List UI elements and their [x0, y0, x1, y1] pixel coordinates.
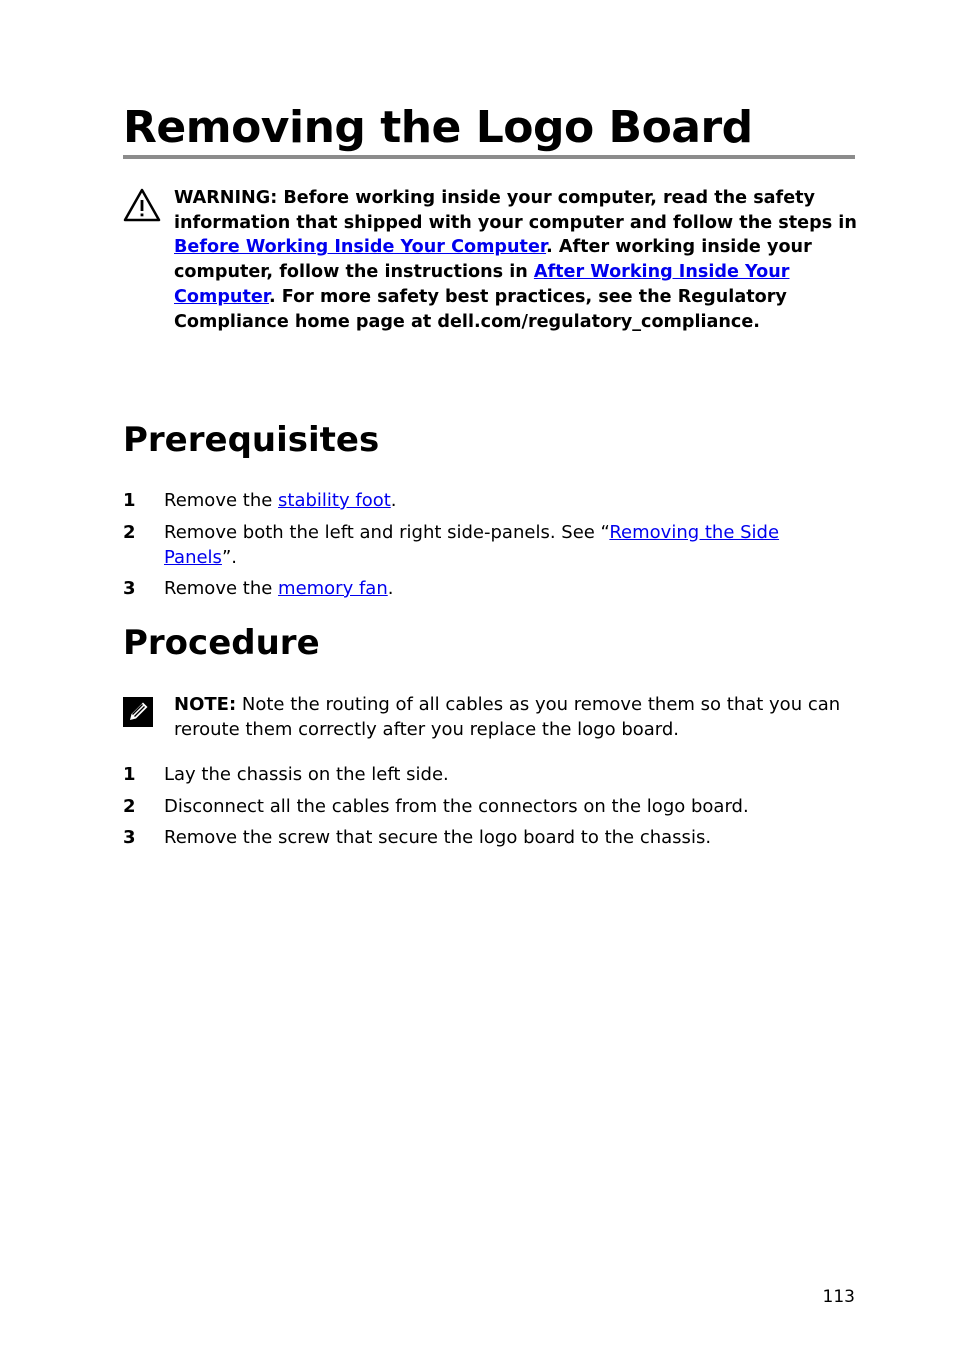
step-text: ”.: [221, 546, 237, 568]
list-item: [123, 762, 823, 787]
step-number: 2: [123, 795, 136, 817]
link-memory-fan[interactable]: memory fan: [278, 578, 388, 599]
warning-text-part: . After working inside your computer, follow the instructions in: [174, 237, 812, 283]
step-text: .: [390, 490, 397, 511]
warning-label: WARNING:: [174, 188, 278, 208]
step-text: Disconnect all the cables from the connectors on the logo board.: [164, 795, 749, 817]
list-item: [123, 794, 823, 819]
step-text: Lay the chassis on the left side.: [164, 764, 449, 785]
link-removing-side-panels[interactable]: Removing the Side Panels: [164, 521, 780, 568]
title-underline: [123, 155, 855, 159]
list-item: [123, 520, 823, 570]
page-number: 113: [822, 1287, 855, 1307]
procedure-list: [123, 762, 823, 857]
prerequisites-list: [123, 488, 823, 608]
step-number: 3: [123, 578, 136, 599]
step-text: Remove the screw that secure the logo board to the chassis.: [164, 827, 712, 848]
warning-message: [174, 186, 864, 334]
list-item: [123, 825, 823, 850]
note-label: NOTE:: [174, 694, 237, 715]
step-text: Remove the: [164, 578, 279, 599]
step-number: 2: [123, 521, 136, 543]
list-item: [123, 488, 823, 513]
page-title: Removing the Logo Board: [123, 102, 753, 153]
step-text: Remove the: [164, 490, 279, 511]
step-number: 1: [123, 490, 136, 511]
step-text: Remove both the left and right side-panels. See “: [164, 521, 610, 543]
note-text: Note the routing of all cables as you remove them so that you can reroute them correctly after you replace the logo board.: [174, 694, 841, 740]
step-text: .: [387, 578, 394, 599]
prerequisites-heading: Prerequisites: [123, 420, 380, 460]
link-after-working[interactable]: After Working Inside Your Computer: [174, 262, 790, 307]
list-item: [123, 576, 823, 601]
warning-triangle-icon: [123, 188, 161, 222]
warning-text-part: . For more safety best practices, see the Regulatory Compliance home page at dell.com/regulatory_compliance.: [174, 286, 787, 332]
procedure-heading: Procedure: [123, 623, 320, 663]
step-number: 3: [123, 827, 136, 848]
step-number: 1: [123, 764, 136, 785]
pencil-note-icon: [123, 697, 153, 727]
warning-text-part: Before working inside your computer, read the safety information that shipped with your computer and follow the steps in: [174, 188, 857, 233]
note-message: [174, 692, 864, 742]
link-before-working[interactable]: Before Working Inside Your Computer: [174, 237, 547, 258]
link-stability-foot[interactable]: stability foot: [278, 490, 391, 511]
